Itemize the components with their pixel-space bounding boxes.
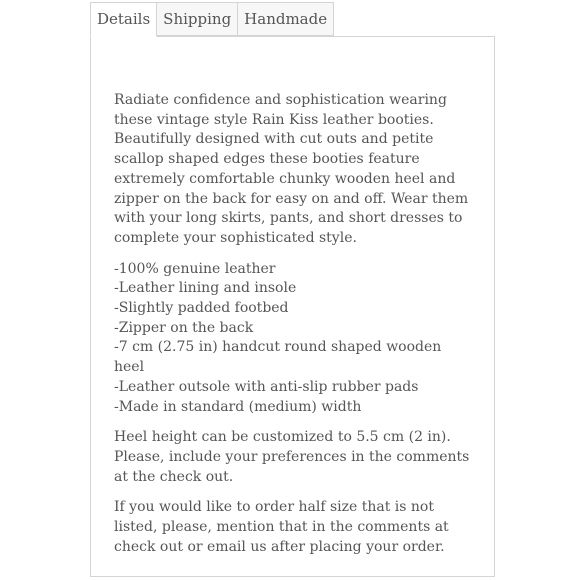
tab-shipping[interactable]: Shipping [157, 2, 238, 36]
feature-item: -100% genuine leather [114, 260, 276, 277]
tab-bar [90, 2, 334, 37]
half-size-note: If you would like to order half size that is not listed, please, mention that in the comments at check out or email us after placing your order. [114, 499, 449, 555]
tab-details[interactable]: Details [90, 2, 157, 37]
tab-handmade[interactable]: Handmade [238, 2, 334, 36]
feature-item: -Leather outsole with anti-slip rubber pads [114, 378, 419, 395]
product-description: Radiate confidence and sophistication wearing these vintage style Rain Kiss leather booties. Beautifully designed with cut outs and petite scallop shaped edges these booties feature extremely comfortable chunky wooden heel and zipper on the back for easy on and off. Wear them with your long skirts, pants, and short dresses to complete your sophisticated style. [114, 92, 469, 246]
feature-item: -7 cm (2.75 in) handcut round shaped wooden heel [114, 339, 442, 376]
details-content [114, 91, 474, 568]
feature-item: -Made in standard (medium) width [114, 398, 362, 415]
details-panel [90, 36, 495, 577]
feature-item: -Leather lining and insole [114, 280, 297, 297]
feature-item: -Zipper on the back [114, 319, 254, 336]
feature-item: -Slightly padded footbed [114, 300, 289, 317]
heel-customization-note: Heel height can be customized to 5.5 cm (2 in). Please, include your preferences in the comments at the check out. [114, 429, 470, 485]
feature-list [114, 260, 474, 418]
